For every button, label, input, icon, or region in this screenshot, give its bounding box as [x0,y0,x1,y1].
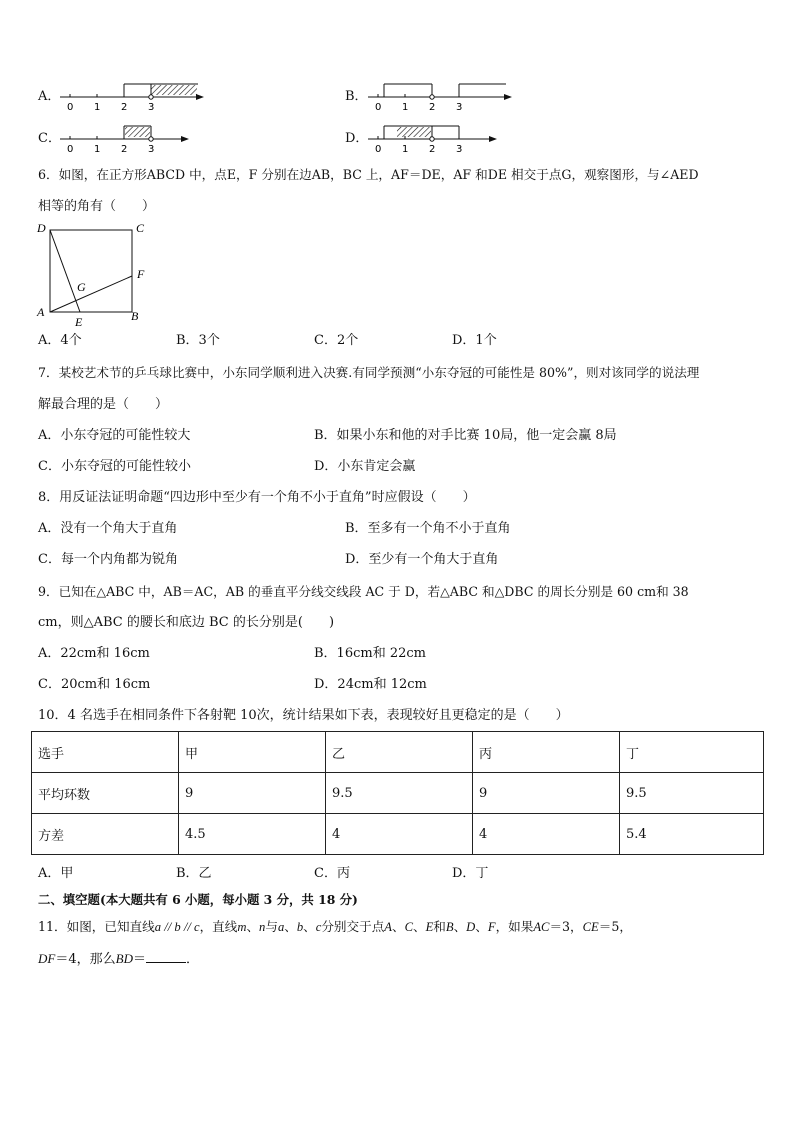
q5d-tick-1: 1 [402,144,409,155]
q10-stats-table [31,731,764,855]
q5a-tick-3: 3 [148,102,155,113]
table-cell: 5.4 [620,814,764,855]
q5-option-b-label: B． [345,89,368,104]
table-row [32,732,764,773]
q11-math: b [296,920,304,934]
q10-option-d[interactable]: D．丁 [452,866,489,881]
q9-option-d[interactable]: D．24cm和 12cm [314,677,427,692]
q6-label-c: C [136,221,145,235]
q5-option-a-numberline [58,80,208,114]
q8-option-b[interactable]: B．至多有一个角不小于直角 [345,521,511,536]
q7-stem-line2: 解最合理的是（ ） [38,397,169,412]
q11-text: 、 [303,919,316,934]
q5-option-a-label: A． [38,89,61,104]
q11-text: 、 [475,919,488,934]
q5b-tick-2: 2 [429,102,436,113]
q5c-tick-1: 1 [94,144,101,155]
q11-math: D [466,920,476,934]
q11-answer-blank[interactable] [146,950,186,963]
q7-option-a[interactable]: A．小东夺冠的可能性较大 [38,428,191,443]
q5d-tick-3: 3 [456,144,463,155]
q8-option-c[interactable]: C．每一个内角都为锐角 [38,552,178,567]
q11-text: 11．如图，已知直线 [38,919,155,934]
q11-text: 分别交于点 [321,919,385,934]
q5d-tick-2: 2 [429,144,436,155]
q5-option-d-numberline [366,122,516,156]
q9-option-a[interactable]: A．22cm和 16cm [38,646,150,661]
q10-option-a[interactable]: A．甲 [38,866,74,881]
q6-stem-line2: 相等的角有（ ） [38,199,156,214]
q11-math: C [404,920,413,934]
q11-math: a // b // c [154,920,200,934]
table-cell: 9.5 [326,773,473,814]
table-cell: 丙 [473,732,620,773]
q11-math: c [315,920,322,934]
q6-square-figure [34,218,154,330]
q5a-tick-2: 2 [121,102,128,113]
q11-text: ，如果 [495,919,534,934]
q11-math: E [425,920,434,934]
q11-math: DF [38,951,56,966]
q6-option-d[interactable]: D．1个 [452,333,497,348]
q5b-tick-1: 1 [402,102,409,113]
q8-option-d[interactable]: D．至少有一个角大于直角 [345,552,499,567]
q10-stem-line1: 10．4 名选手在相同条件下各射靶 10次，统计结果如下表，表现较好且更稳定的是（ ） [38,708,569,723]
q11-math: A [384,920,392,934]
q11-text: 、 [412,919,426,934]
q6-option-a[interactable]: A．4个 [38,333,82,348]
q9-option-c[interactable]: C．20cm和 16cm [38,677,151,692]
q6-label-a: A [37,305,45,319]
table-cell: 4 [326,814,473,855]
q11-text: ＝5， [598,919,632,934]
q11-math: F [487,920,496,934]
q11-text: 和 [433,919,446,934]
table-cell: 方差 [32,814,179,855]
q11-math: a [277,920,285,934]
table-cell: 4.5 [179,814,326,855]
q6-label-g: G [77,280,86,294]
q7-stem-line1: 7．某校艺术节的乒乓球比赛中，小东同学顺利进入决赛.有同学预测“小东夺冠的可能性是 80%”，则对该同学的说法理 [38,365,700,380]
q11-text: 、 [453,919,467,934]
table-cell: 9.5 [620,773,764,814]
table-cell: 甲 [179,732,326,773]
q5a-tick-1: 1 [94,102,101,113]
table-row [32,773,764,814]
q10-option-b[interactable]: B．乙 [176,866,212,881]
q11-text: ＝ [132,952,146,967]
q5b-tick-0: 0 [375,102,382,113]
q5c-tick-3: 3 [148,144,155,155]
q5a-tick-0: 0 [67,102,74,113]
q9-option-b[interactable]: B．16cm和 22cm [314,646,426,661]
q6-option-c[interactable]: C．2个 [314,333,359,348]
q5c-tick-0: 0 [67,144,74,155]
q9-stem-line1: 9．已知在△ABC 中，AB＝AC，AB 的垂直平分线交线段 AC 于 D，若△ABC 和△DBC 的周长分别是 60 cm和 38 [38,584,689,599]
table-row [32,814,764,855]
q11-math: n [259,920,266,934]
q10-option-c[interactable]: C．丙 [314,866,350,881]
table-cell: 选手 [32,732,179,773]
q5c-tick-2: 2 [121,144,128,155]
q6-label-f: F [137,267,145,281]
q5-option-c-label: C． [38,131,61,146]
q5-option-c-numberline [58,122,208,156]
q6-stem-line1: 6．如图，在正方形ABCD 中，点E，F 分别在边AB，BC 上，AF＝DE，AF 和DE 相交于点G，观察图形，与∠AED [38,167,699,182]
section-2-title: 二、填空题(本大题共有 6 小题，每小题 3 分，共 18 分) [38,892,358,907]
q5-option-b-numberline [366,80,516,114]
q7-option-b[interactable]: B．如果小东和他的对手比赛 10局，他一定会赢 8局 [314,428,617,443]
q5-option-b[interactable] [345,89,368,105]
q7-option-c[interactable]: C．小东夺冠的可能性较小 [38,459,191,474]
q11-math: B [445,920,454,934]
q11-text: ＝4，那么 [55,952,116,967]
q11-math: AC [533,920,550,934]
q9-stem-line2: cm，则△ABC 的腰长和底边 BC 的长分别是( ) [38,615,335,630]
q5-option-d-label: D． [345,131,369,146]
table-cell: 9 [473,773,620,814]
table-cell: 平均环数 [32,773,179,814]
q11-math: BD [115,951,133,966]
table-cell: 4 [473,814,620,855]
q11-text: 、 [391,919,405,934]
q11-stem-line1 [38,919,632,935]
q6-option-b[interactable]: B．3个 [176,333,220,348]
q11-text: ． [185,952,199,967]
q11-stem-line2 [38,950,199,968]
q11-math: m [237,920,247,934]
q11-text: ，直线 [199,919,238,934]
q11-math: CE [582,920,599,934]
q5d-tick-0: 0 [375,144,382,155]
q6-label-d: D [37,221,46,235]
q6-label-b: B [131,309,139,323]
q7-option-d[interactable]: D．小东肯定会赢 [314,459,416,474]
q11-text: 与 [265,919,278,934]
q11-text: ＝3， [549,919,583,934]
q8-option-a[interactable]: A．没有一个角大于直角 [38,521,178,536]
q11-text: 、 [284,919,297,934]
q5-option-d[interactable] [345,131,368,147]
table-cell: 乙 [326,732,473,773]
table-cell: 9 [179,773,326,814]
q5b-tick-3: 3 [456,102,463,113]
q11-text: 、 [246,919,260,934]
q8-stem-line1: 8．用反证法证明命题“四边形中至少有一个角不小于直角”时应假设（ ） [38,490,476,505]
q6-label-e: E [75,315,83,329]
table-cell: 丁 [620,732,764,773]
